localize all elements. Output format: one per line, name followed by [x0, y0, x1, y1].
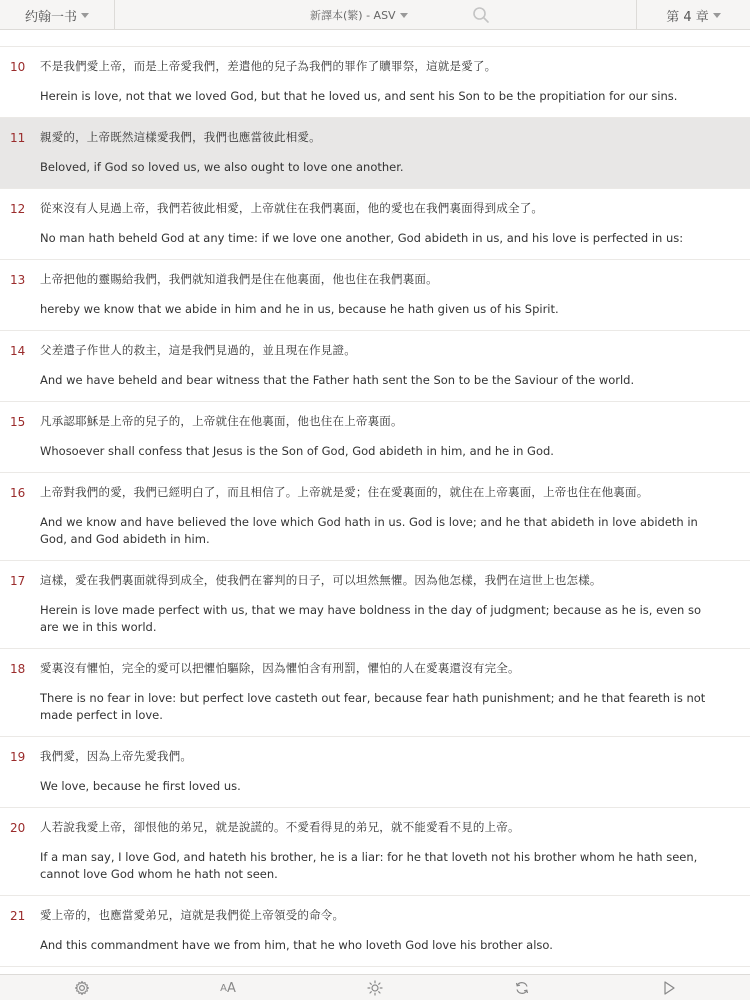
font-size-large-label: A: [226, 980, 236, 996]
verse-list[interactable]: [0, 31, 750, 974]
search-icon[interactable]: [472, 6, 490, 24]
version-selector[interactable]: [310, 0, 408, 30]
verse-row[interactable]: [0, 189, 750, 260]
verse-number: 14: [10, 344, 26, 358]
verse-number: 10: [10, 60, 26, 74]
brightness-icon[interactable]: [363, 978, 387, 998]
verse-text-chinese: 親愛的，上帝既然這樣愛我們，我們也應當彼此相愛。: [40, 130, 321, 144]
verse-row[interactable]: [0, 118, 750, 189]
verse-number: 11: [10, 131, 26, 145]
verse-text-english: There is no fear in love: but perfect love casteth out fear, because fear hath punishment; and he that feareth is not made perfect in love.: [40, 691, 706, 722]
verse-row[interactable]: [0, 47, 750, 118]
verse-number: 15: [10, 415, 26, 429]
verse-text-english: Beloved, if God so loved us, we also ought to love one another.: [40, 160, 404, 174]
verse-number: 19: [10, 750, 26, 764]
verse-text-chinese: 凡承認耶穌是上帝的兒子的，上帝就住在他裏面，他也住在上帝裏面。: [40, 414, 403, 428]
play-icon[interactable]: [657, 978, 681, 998]
refresh-icon[interactable]: [510, 978, 534, 998]
chapter-label: 第 4 章: [666, 9, 709, 25]
verse-text-chinese: 愛上帝的，也應當愛弟兄，這就是我們從上帝領受的命令。: [40, 908, 345, 922]
chevron-down-icon: [400, 13, 408, 18]
verse-text-chinese: 人若說我愛上帝，卻恨他的弟兄，就是說謊的。不愛看得見的弟兄，就不能愛看不見的上帝。: [40, 820, 520, 834]
verse-text-english: If a man say, I love God, and hateth his brother, he is a liar: for he that loveth not his brother whom he hath seen, cannot love God whom he hath not seen.: [40, 850, 698, 881]
verse-row[interactable]: [0, 331, 750, 402]
verse-text-english: We love, because he first loved us.: [40, 779, 241, 793]
verse-row[interactable]: [0, 402, 750, 473]
verses-container: [0, 47, 750, 967]
font-size-small-label: A: [220, 982, 227, 994]
verse-row[interactable]: [0, 473, 750, 561]
gear-icon[interactable]: [70, 978, 94, 998]
verse-text-chinese: 這樣，愛在我們裏面就得到成全，使我們在審判的日子，可以坦然無懼。因為他怎樣，我們在這世上也怎樣。: [40, 573, 602, 587]
verse-text-chinese: 上帝對我們的愛，我們已經明白了，而且相信了。上帝就是愛；住在愛裏面的，就住在上帝裏面，上帝也住在他裏面。: [40, 485, 649, 499]
verse-row[interactable]: [0, 896, 750, 967]
verse-text-english: Herein is love, not that we loved God, but that he loved us, and sent his Son to be the propitiation for our sins.: [40, 89, 678, 103]
version-name: 新譯本(繁) - ASV: [310, 9, 396, 22]
verse-row[interactable]: [0, 561, 750, 649]
previous-verse-tail: [0, 31, 750, 47]
verse-text-chinese: 上帝把他的靈賜給我們，我們就知道我們是住在他裏面，他也住在我們裏面。: [40, 272, 438, 286]
chevron-down-icon: [713, 13, 721, 18]
book-name: 约翰一书: [24, 9, 77, 25]
font-size-icon[interactable]: [216, 978, 240, 998]
verse-text-english: And we know and have believed the love which God hath in us. God is love; and he that abideth in love abideth in God, and God abideth in him.: [40, 515, 698, 546]
verse-number: 13: [10, 273, 26, 287]
verse-row[interactable]: [0, 260, 750, 331]
chapter-selector[interactable]: [636, 0, 750, 30]
verse-number: 20: [10, 821, 26, 835]
verse-text-chinese: 父差遣子作世人的救主，這是我們見過的，並且現在作見證。: [40, 343, 356, 357]
verse-number: 17: [10, 574, 26, 588]
verse-text-english: No man hath beheld God at any time: if we love one another, God abideth in us, and his love is perfected in us:: [40, 231, 684, 245]
verse-number: 18: [10, 662, 26, 676]
verse-number: 21: [10, 909, 26, 923]
top-navigation-bar: [0, 0, 750, 30]
verse-text-chinese: 愛裏沒有懼怕，完全的愛可以把懼怕驅除，因為懼怕含有刑罰，懼怕的人在愛裏還沒有完全。: [40, 661, 520, 675]
verse-row[interactable]: [0, 737, 750, 808]
verse-number: 12: [10, 202, 26, 216]
chevron-down-icon: [81, 13, 89, 18]
verse-number: 16: [10, 486, 26, 500]
bottom-toolbar: [0, 974, 750, 1000]
book-selector[interactable]: [0, 0, 115, 30]
verse-text-english: Herein is love made perfect with us, that we may have boldness in the day of judgment; because as he is, even so are we in this world.: [40, 603, 702, 634]
verse-row[interactable]: [0, 649, 750, 737]
verse-text-english: hereby we know that we abide in him and he in us, because he hath given us of his Spirit.: [40, 302, 559, 316]
verse-text-chinese: 不是我們愛上帝，而是上帝愛我們，差遣他的兒子為我們的罪作了贖罪祭，這就是愛了。: [40, 59, 497, 73]
verse-text-english: And this commandment have we from him, that he who loveth God love his brother also.: [40, 938, 553, 952]
verse-text-english: Whosoever shall confess that Jesus is the Son of God, God abideth in him, and he in God.: [40, 444, 554, 458]
verse-text-chinese: 從來沒有人見過上帝，我們若彼此相愛，上帝就住在我們裏面，他的愛也在我們裏面得到成全了。: [40, 201, 544, 215]
verse-row[interactable]: [0, 808, 750, 896]
verse-text-chinese: 我們愛，因為上帝先愛我們。: [40, 749, 193, 763]
verse-text-english: And we have beheld and bear witness that the Father hath sent the Son to be the Saviour of the world.: [40, 373, 635, 387]
